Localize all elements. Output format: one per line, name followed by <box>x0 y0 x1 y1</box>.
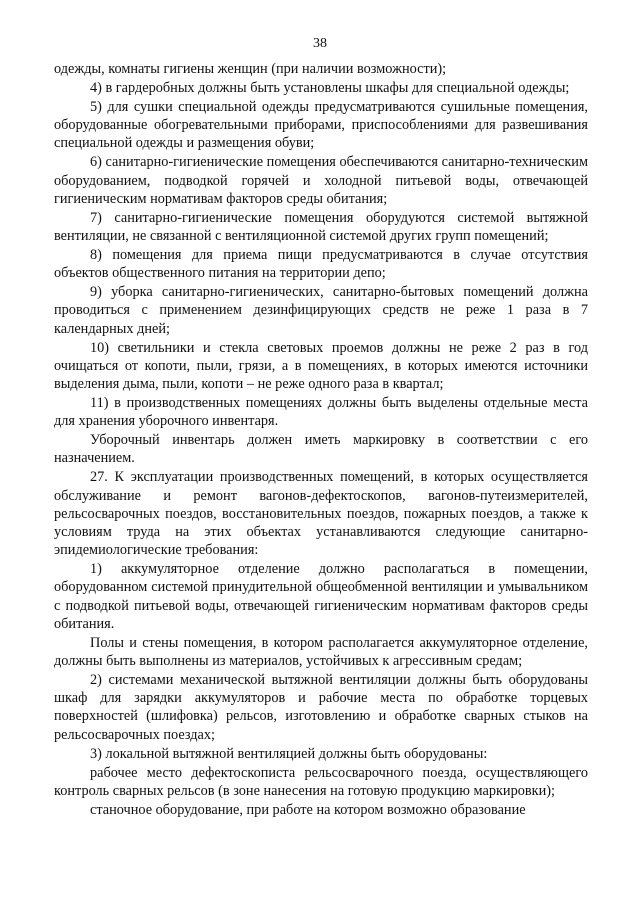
paragraph: станочное оборудование, при работе на котором возможно образование <box>90 801 526 818</box>
paragraph: 1) аккумуляторное отделение должно располагаться в помещении, оборудованном системой принудительной общеобменной вентиляции и умывальником с подводкой питьевой воды, отвечающей гигиеническим нормативам факторов среды обитания. <box>54 561 588 632</box>
paragraph: рабочее место дефектоскописта рельсосварочного поезда, осуществляющего контроль сварных рельсов (в зоне нанесения на готовую продукцию маркировки); <box>54 764 588 799</box>
page-number: 38 <box>313 36 327 51</box>
paragraph: 6) санитарно-гигиенические помещения обеспечиваются санитарно-техническим оборудованием, подводкой горячей и холодной питьевой воды, отвечающей гигиеническим нормативам факторов среды обитания; <box>54 154 588 207</box>
document-body <box>54 60 588 819</box>
paragraph: 11) в производственных помещениях должны быть выделены отдельные места для хранения уборочного инвентаря. <box>54 395 588 430</box>
paragraph: 2) системами механической вытяжной вентиляции должны быть оборудованы шкаф для зарядки аккумуляторов и рабочие места по обработке торцевых поверхностей (шлифовка) рельсов, изготовлению и обработке сварных стыков на рельсосварочных поездах; <box>54 672 588 743</box>
paragraph: Полы и стены помещения, в котором располагается аккумуляторное отделение, должны быть выполнены из материалов, устойчивых к агрессивным средам; <box>54 634 588 670</box>
paragraph: 27. К эксплуатации производственных помещений, в которых осуществляется обслуживание и ремонт вагонов-дефектоскопов, вагонов-путеизмерителей, рельсосварочных поездов, восстановительных поездов, пожарных поездов, а также к условиям труда на этих объектах устанавливаются следующие санитарно-эпидемиологические требования: <box>54 469 588 559</box>
paragraph: Уборочный инвентарь должен иметь маркировку в соответствии с его назначением. <box>54 432 588 467</box>
paragraph: 8) помещения для приема пищи предусматриваются в случае отсутствия объектов общественного питания на территории депо; <box>54 247 588 282</box>
paragraph: одежды, комнаты гигиены женщин (при наличии возможности); <box>54 61 447 77</box>
paragraph: 7) санитарно-гигиенические помещения оборудуются системой вытяжной вентиляции, не связанной с вентиляционной системой других групп помещений; <box>54 209 588 245</box>
paragraph: 5) для сушки специальной одежды предусматриваются сушильные помещения, оборудованные обогревательными приборами, приспособлениями для развешивания специальной одежды и размещения обуви; <box>54 99 588 152</box>
paragraph: 10) светильники и стекла световых проемов должны не реже 2 раз в год очищаться от копоти, пыли, грязи, а в помещениях, в которых имеются источники выделения дыма, пыли, копоти – не реже одного раза в квартал; <box>54 339 588 393</box>
paragraph: 4) в гардеробных должны быть установлены шкафы для специальной одежды; <box>90 80 570 96</box>
paragraph: 9) уборка санитарно-гигиенических, санитарно-бытовых помещений должна проводиться с применением дезинфицирующих средств не реже 1 раза в 7 календарных дней; <box>54 284 588 337</box>
paragraph: 3) локальной вытяжной вентиляцией должны быть оборудованы: <box>90 745 488 762</box>
